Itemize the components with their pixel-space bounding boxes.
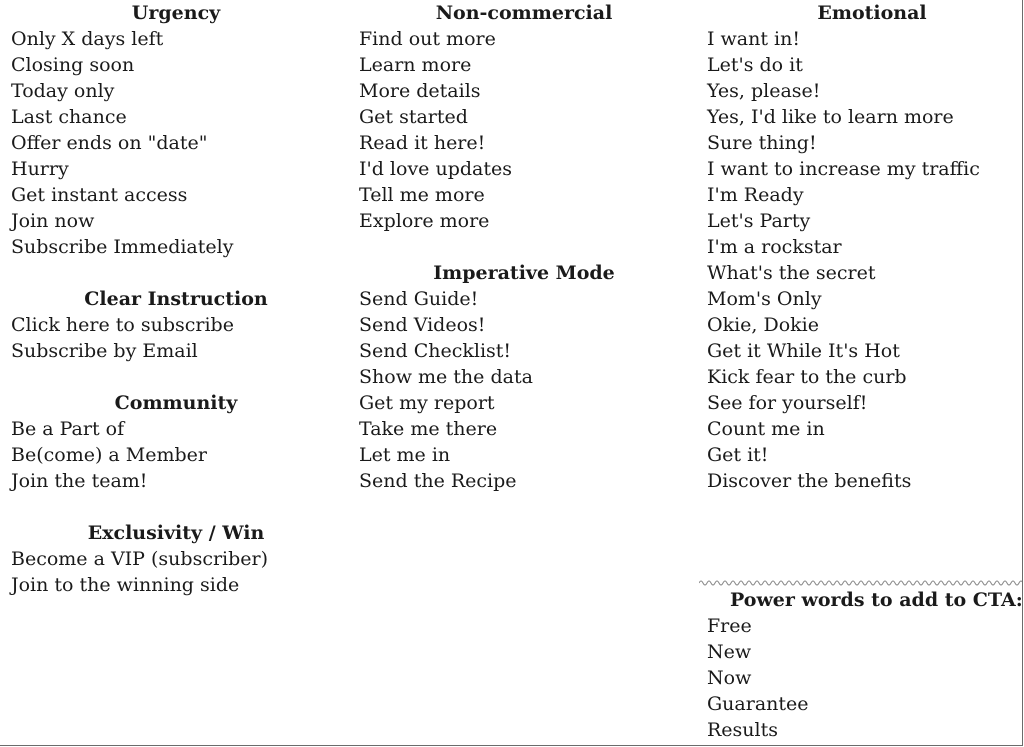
section-emotional	[707, 0, 1017, 494]
list-item: Be(come) a Member	[11, 444, 207, 466]
list-item: Kick fear to the curb	[707, 366, 907, 388]
list-item: Last chance	[11, 106, 127, 128]
list-item: Take me there	[359, 418, 498, 440]
section-imperative-mode	[359, 260, 689, 494]
list-item: Become a VIP (subscriber)	[11, 548, 269, 570]
section-heading: Power words to add to CTA:	[730, 589, 1023, 611]
section-heading: Imperative Mode	[433, 262, 615, 284]
spacer	[359, 234, 689, 260]
list-item: Explore more	[359, 210, 490, 232]
list-item: Now	[707, 667, 752, 689]
list-item: What's the secret	[707, 262, 876, 284]
list-item: Offer ends on "date"	[11, 132, 208, 154]
list-item: Get it While It's Hot	[707, 340, 900, 362]
list-item: Join to the winning side	[11, 574, 240, 596]
list-item: Okie, Dokie	[707, 314, 819, 336]
list-item: Tell me more	[359, 184, 485, 206]
list-item: I want in!	[707, 28, 800, 50]
section-heading: Non-commercial	[435, 2, 613, 24]
section-urgency	[11, 0, 341, 260]
list-item: Get instant access	[11, 184, 188, 206]
list-item: Yes, I'd like to learn more	[707, 106, 954, 128]
list-item: Yes, please!	[707, 80, 821, 102]
power-words-section	[707, 587, 1023, 743]
list-item: Mom's Only	[707, 288, 822, 310]
list-item: Click here to subscribe	[11, 314, 234, 336]
list-item: See for yourself!	[707, 392, 868, 414]
section-heading: Exclusivity / Win	[87, 522, 265, 544]
list-item: Today only	[11, 80, 115, 102]
list-item: Discover the benefits	[707, 470, 912, 492]
list-item: Hurry	[11, 158, 69, 180]
spacer	[11, 364, 341, 390]
list-item: Let's do it	[707, 54, 803, 76]
column-2	[359, 0, 689, 494]
list-item: Join now	[11, 210, 95, 232]
list-item: Subscribe Immediately	[11, 236, 234, 258]
list-item: Results	[707, 719, 778, 741]
wavy-divider	[699, 578, 1022, 586]
section-heading: Urgency	[131, 2, 221, 24]
list-item: Join the team!	[11, 470, 148, 492]
list-item: Be a Part of	[11, 418, 125, 440]
list-item: Show me the data	[359, 366, 533, 388]
section-heading: Community	[114, 392, 238, 414]
section-heading: Clear Instruction	[84, 288, 268, 310]
list-item: Only X days left	[11, 28, 164, 50]
list-item: I want to increase my traffic	[707, 158, 980, 180]
list-item: Sure thing!	[707, 132, 817, 154]
section-community	[11, 390, 341, 494]
section-heading: Emotional	[817, 2, 927, 24]
list-item: I'm Ready	[707, 184, 804, 206]
section-clear-instruction	[11, 286, 341, 364]
section-non-commercial	[359, 0, 689, 234]
list-item: New	[707, 641, 752, 663]
list-item: Read it here!	[359, 132, 486, 154]
spacer	[11, 260, 341, 286]
list-item: Learn more	[359, 54, 472, 76]
list-item: Free	[707, 615, 752, 637]
list-item: I'd love updates	[359, 158, 512, 180]
list-item: Get started	[359, 106, 468, 128]
list-item: Count me in	[707, 418, 825, 440]
list-item: Get my report	[359, 392, 495, 414]
list-item: Find out more	[359, 28, 496, 50]
list-item: Send Videos!	[359, 314, 486, 336]
list-item: Get it!	[707, 444, 769, 466]
list-item: Guarantee	[707, 693, 809, 715]
column-3	[707, 0, 1017, 494]
column-1	[11, 0, 341, 598]
list-item: More details	[359, 80, 481, 102]
list-item: Send Guide!	[359, 288, 479, 310]
list-item: Let's Party	[707, 210, 811, 232]
list-item: Let me in	[359, 444, 451, 466]
list-item: Subscribe by Email	[11, 340, 198, 362]
list-item: Send Checklist!	[359, 340, 512, 362]
list-item: Send the Recipe	[359, 470, 517, 492]
section-exclusivity-win	[11, 520, 341, 598]
list-item: I'm a rockstar	[707, 236, 842, 258]
list-item: Closing soon	[11, 54, 135, 76]
spacer	[11, 494, 341, 520]
